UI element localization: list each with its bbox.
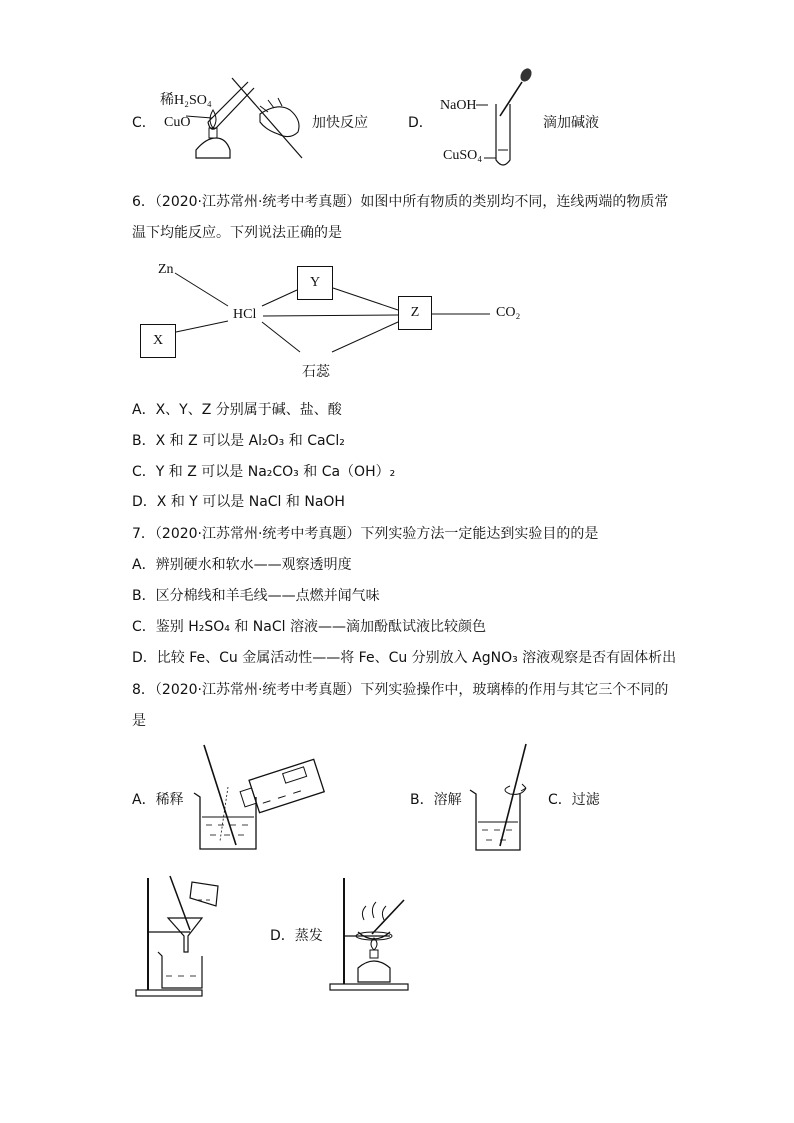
option-letter: C． — [132, 115, 156, 131]
option-c-caption: 加快反应 — [312, 115, 368, 131]
question-stem: 6．（2020·江苏常州·统考中考真题）如图中所有物质的类别均不同，连线两端的物质常 — [132, 194, 669, 210]
option-letter: D． — [408, 115, 433, 131]
option-a: A．辨别硬水和软水——观察透明度 — [132, 557, 352, 573]
question-stem: 温下均能反应。下列说法正确的是 — [132, 225, 342, 241]
z-box: Z — [398, 296, 432, 330]
evaporation-illustration — [328, 872, 418, 996]
option-b: B．X 和 Z 可以是 Al₂O₃ 和 CaCl₂ — [132, 433, 345, 449]
option-c: C．Y 和 Z 可以是 Na₂CO₃ 和 Ca（OH）₂ — [132, 464, 396, 480]
option-a-label: A．稀释 — [132, 792, 184, 808]
naoh-label: NaOH — [440, 98, 477, 113]
filtration-illustration — [132, 872, 232, 1000]
option-c: C．鉴别 H₂SO₄ 和 NaCl 溶液——滴加酚酞试液比较颜色 — [132, 619, 486, 635]
option-d-label: D．蒸发 — [270, 928, 323, 944]
y-box: Y — [297, 266, 333, 300]
option-c-label: C．过滤 — [548, 792, 600, 808]
dilution-illustration — [190, 745, 330, 855]
zn-label: Zn — [158, 262, 174, 277]
dissolving-illustration — [470, 742, 560, 854]
option-a: A．X、Y、Z 分别属于碱、盐、酸 — [132, 402, 342, 418]
option-b: B．区分棉线和羊毛线——点燃并闻气味 — [132, 588, 380, 604]
option-b-label: B．溶解 — [410, 792, 462, 808]
acid-label: 稀H₂SO₄ — [160, 93, 212, 108]
diagram-connector-lines — [0, 0, 794, 400]
x-box: X — [140, 324, 176, 358]
option-d: D．比较 Fe、Cu 金属活动性——将 Fe、Cu 分别放入 AgNO₃ 溶液观察是否有固体析出 — [132, 650, 677, 666]
question-stem: 7．（2020·江苏常州·统考中考真题）下列实验方法一定能达到实验目的的是 — [132, 526, 599, 542]
hcl-label: HCl — [233, 307, 257, 322]
option-d-caption: 滴加碱液 — [543, 115, 599, 131]
cuso4-label: CuSO₄ — [443, 148, 483, 163]
solid-label: CuO — [164, 115, 191, 130]
option-d: D．X 和 Y 可以是 NaCl 和 NaOH — [132, 494, 345, 510]
litmus-label: 石蕊 — [302, 364, 330, 380]
question-stem: 是 — [132, 713, 146, 729]
co2-label: CO₂ — [496, 305, 521, 320]
question-stem: 8．（2020·江苏常州·统考中考真题）下列实验操作中，玻璃棒的作用与其它三个不同的 — [132, 682, 669, 698]
